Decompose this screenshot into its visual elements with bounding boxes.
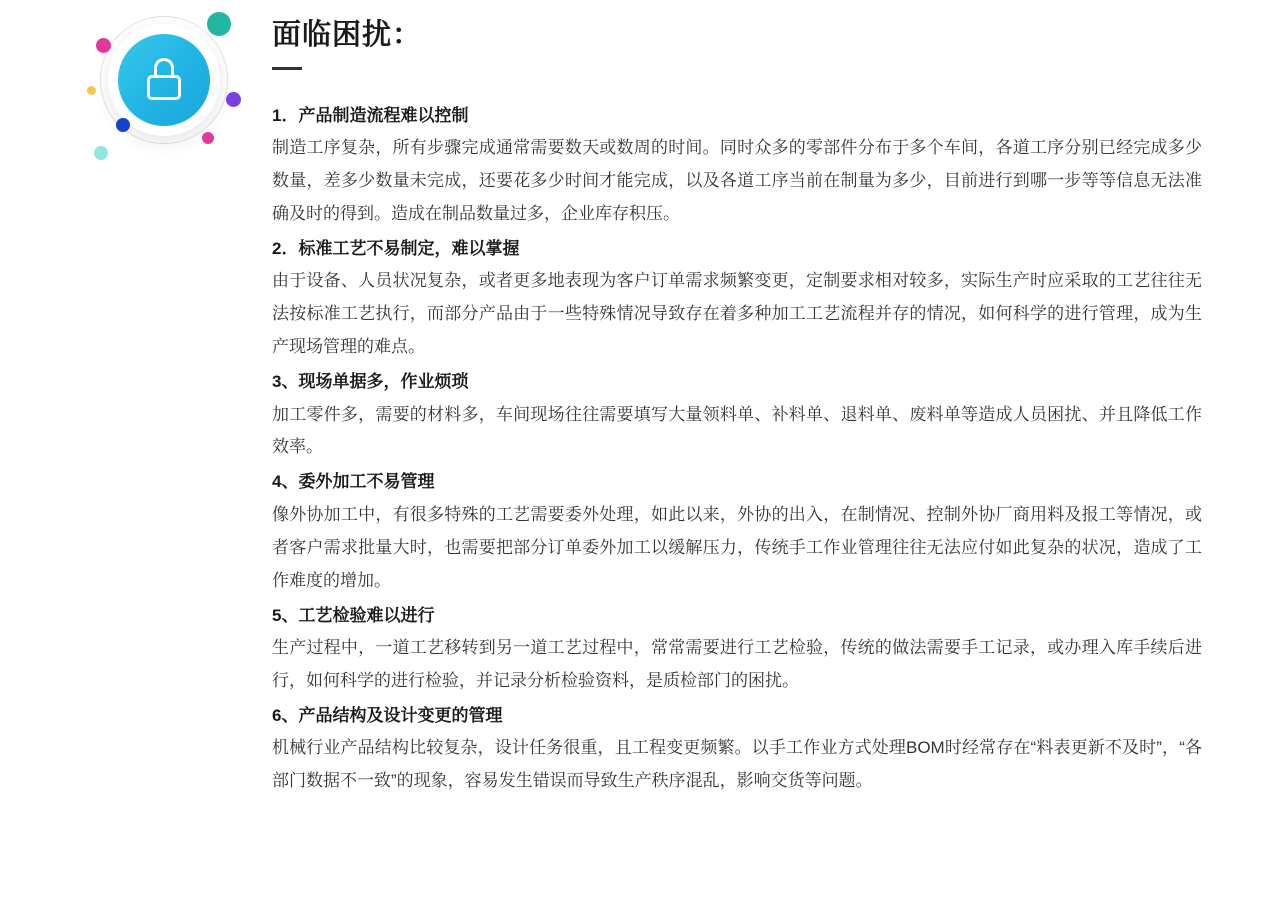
decorative-dot	[207, 12, 231, 36]
section-heading: 2．标准工艺不易制定，难以掌握	[272, 239, 520, 258]
section-heading: 4、委外加工不易管理	[272, 472, 435, 492]
section-body: 由于设备、人员状况复杂，或者更多地表现为客户订单需求频繁变更，定制要求相对较多，实际生产时应采取的工艺往往无法按标准工艺执行，而部分产品由于一些特殊情况导致存在着多种加工工艺流程并存的情况，如何科学的进行管理，成为生产现场管理的难点。	[272, 271, 1202, 357]
page-title: 面临困扰：	[272, 19, 423, 51]
section-3	[272, 366, 1202, 464]
document-content	[272, 18, 1202, 800]
section-body: 制造工序复杂，所有步骤完成通常需要数天或数周的时间。同时众多的零部件分布于多个车间，各道工序分别已经完成多少数量，差多少数量未完成，还要花多少时间才能完成，以及各道工序当前在制量为多少，目前进行到哪一步等等信息无法准确及时的得到。造成在制品数量过多，企业库存积压。	[272, 138, 1202, 224]
section-4	[272, 466, 1202, 597]
section-heading: 5、工艺检验难以进行	[272, 605, 435, 625]
section-body: 加工零件多，需要的材料多，车间现场往往需要填写大量领料单、补料单、退料单、废料单等造成人员困扰、并且降低工作效率。	[272, 404, 1202, 457]
lock-emblem	[78, 6, 248, 176]
section-heading: 6、产品结构及设计变更的管理	[272, 705, 503, 725]
section-heading: 1．产品制造流程难以控制	[272, 105, 469, 125]
decorative-dot	[226, 92, 241, 107]
title-underline	[272, 67, 302, 70]
decorative-dot	[96, 38, 111, 53]
section-6	[272, 700, 1202, 798]
section-1	[272, 100, 1202, 231]
section-heading: 3、现场单据多，作业烦琐	[272, 372, 469, 392]
section-body: 生产过程中，一道工艺移转到另一道工艺过程中，常常需要进行工艺检验，传统的做法需要手工记录，或办理入库手续后进行，如何科学的进行检验，并记录分析检验资料，是质检部门的困扰。	[272, 637, 1202, 690]
section-2	[272, 233, 1202, 364]
section-body: 机械行业产品结构比较复杂，设计任务很重，且工程变更频繁。以手工作业方式处理BOM时经常存在“料表更新不及时”，“各部门数据不一致”的现象，容易发生错误而导致生产秩序混乱，影响交货等问题。	[272, 738, 1202, 791]
decorative-dot	[202, 132, 214, 144]
decorative-dot	[94, 146, 108, 160]
section-body: 像外协加工中，有很多特殊的工艺需要委外处理，如此以来，外协的出入，在制情况、控制外协厂商用料及报工等情况，或者客户需求批量大时，也需要把部分订单委外加工以缓解压力，传统手工作业管理往往无法应付如此复杂的状况，造成了工作难度的增加。	[272, 504, 1202, 590]
lock-icon	[145, 58, 183, 102]
decorative-dot	[87, 86, 96, 95]
lock-body	[147, 75, 181, 100]
section-5	[272, 600, 1202, 698]
decorative-dot	[116, 118, 130, 132]
